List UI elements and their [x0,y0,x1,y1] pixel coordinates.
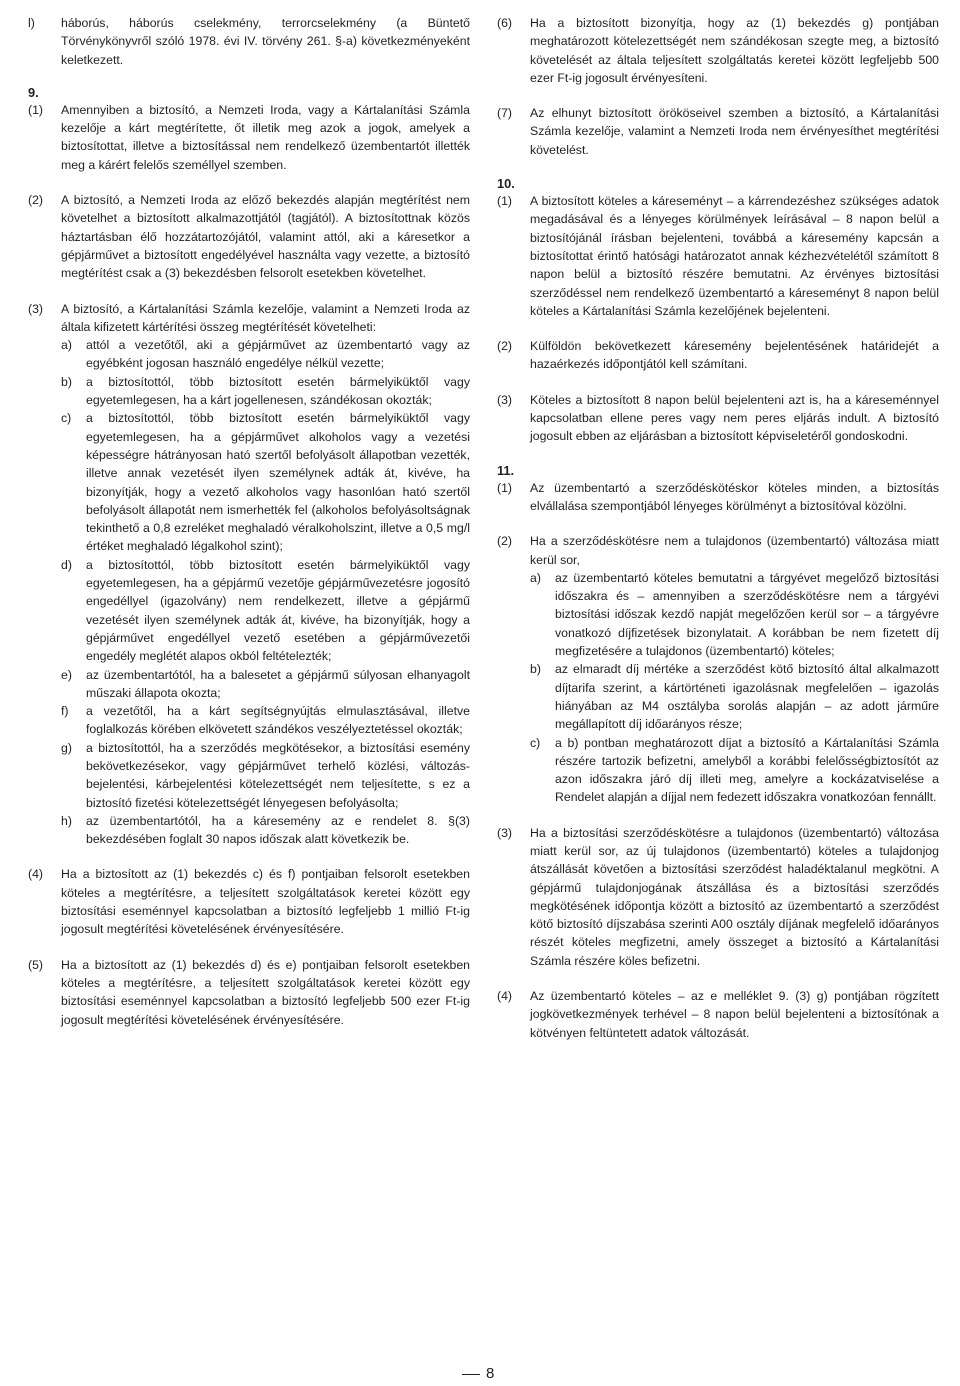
list-item-label: e) [61,667,72,682]
list-item-label: b) [530,662,541,677]
list-item [61,409,470,555]
list-item [61,812,470,849]
section-9-heading: 9. [28,84,39,100]
list-item [61,666,470,703]
paragraph-9-6 [497,14,939,87]
item-text: háborús, háborús cselekmény, terrorcselekmény (a Büntető Törvénykönyvről szóló 1978. évi IV. törvény 261. §-a) következményeként keletkezett. [61,16,470,67]
left-column [28,14,470,1046]
paragraph-11-1 [497,479,939,516]
list-item-text: a biztosítottól, több biztosított esetén bármelyiküktől vagy egyetemlegesen, ha a gépjármű vezetője gépjárművezetésre jogosító engedéllyel (igazolvány) nem rendelkezett, illetve a gépjármű vezetését ilyen személynek adták át, kivéve, ha bizonyítják, hogy a gépjárművet engedéllyel vezető esetében a gépjárművezetői engedély meglétét alapos okból feltételezték; [86,557,470,664]
paragraph-number: (5) [28,957,44,972]
paragraph-9-5 [28,956,470,1029]
list-item-label: h) [61,813,72,828]
list-item-label: c) [61,411,72,426]
paragraph-body [61,300,470,849]
item-label: l) [28,16,35,30]
paragraph-text: A biztosító, a Nemzeti Iroda az előző bekezdés alapján megtérítést nem követelhet a biztosított alkalmazottjától (tagjától). A biztosítottnak közös háztartásban élő hozzátartozójától, valamint attól, aki a káresetkor a gépjárművet a biztosított engedélyével használta vagy vezette, a biztosító megtérítést csak a (3) bekezdésben felsorolt esetekben követelhet. [61,193,470,281]
list-item [530,569,939,660]
paragraph-9-3 [28,300,470,849]
paragraph-9-2 [28,191,470,282]
list-item-text: a vezetőtől, ha a kárt segítségnyújtás elmulasztásával, illetve foglalkozás körében elkövetett szándékos veszélyeztetéssel okozták; [86,704,470,737]
list-item-label: c) [530,735,541,750]
paragraph-11-4 [497,987,939,1042]
item-l [28,14,470,69]
paragraph-text: Az üzembentartó a szerződéskötéskor köteles minden, a biztosítás elvállalása szempontjából lényeges körülményt a biztosítóval közölni. [530,480,939,513]
paragraph-number: (2) [497,534,513,549]
list-item-label: a) [61,338,72,353]
paragraph-number: (2) [497,339,513,354]
paragraph-number: (3) [28,301,44,316]
paragraph-text: A biztosító, a Kártalanítási Számla kezelője, valamint a Nemzeti Iroda az általa kifizetett kártérítési összeg megtérítését követelheti: [61,301,470,334]
list-item [61,739,470,812]
list-item-text: az üzembentartó köteles bemutatni a tárgyévet megelőző biztosítási időszakra és – amennyiben a szerződéskötésre nem a tárgyévi biztosítási időszak kezdő napját megelőzően kerül sor – a tárgyévre vonatkozó díjfizetések bizonylatait. A korábban be nem fizetett díj megfizetésére a tulajdonos (üzembentartó) köteles; [555,570,939,659]
page-footer [462,1365,494,1382]
list-item [61,556,470,666]
list-item-text: a b) pontban meghatározott díjat a biztosító a Kártalanítási Számla részére tartozik befizetni, amelyből a korábbi felelősségbiztosítót az azon időszakra járó díj illeti meg, amelyre a kockázatviselése a Rendelet alapján a díjjal nem fedezett időszakra vonatkozóan fennállt. [555,735,939,805]
paragraph-text: Amennyiben a biztosító, a Nemzeti Iroda, vagy a Kártalanítási Számla kezelője a kárt megtérítette, őt illetik meg azok a jogok, amelyek a biztosítottat, illetve a biztosítással nem rendelkező üzembentartót illették meg a kárért felelős személlyel szemben. [61,102,470,172]
paragraph-number: (1) [497,194,513,209]
paragraph-10-2 [497,337,939,374]
paragraph-10-1 [497,192,939,320]
paragraph-number: (2) [28,193,44,208]
paragraph-number: (1) [497,480,513,495]
list-item-label: a) [530,570,541,585]
paragraph-9-4 [28,865,470,938]
section-10-heading: 10. [497,176,515,192]
list-item-text: attól a vezetőtől, aki a gépjárművet az üzembentartó vagy az egyébként jogosan használó engedélye nélkül vezette; [86,338,470,371]
paragraph-text: Külföldön bekövetkezett káresemény bejelentésének határidejét a hazaérkezés időpontjától kell számítani. [530,339,939,372]
list-item [61,373,470,410]
paragraph-body [530,532,939,806]
paragraph-number: (1) [28,102,44,117]
footer-dash [462,1374,480,1375]
paragraph-text: Az üzembentartó köteles – az e melléklet 9. (3) g) pontjában rögzített jogkövetkezmények terhével – 8 napon belül bejelenteni a biztosítónak a kötvényen feltüntetett adatok változását. [530,989,939,1040]
list-item-text: az üzembentartótól, ha a káresemény az e rendelet 8. §(3) bekezdésében foglalt 30 napos időszak alatt következik be. [86,813,470,847]
paragraph-number: (6) [497,16,513,30]
list-item-label: g) [61,740,72,755]
paragraph-number: (4) [28,867,44,882]
paragraph-9-1 [28,101,470,174]
section-11-heading: 11. [497,462,515,478]
paragraph-text: Ha a biztosított bizonyítja, hogy az (1) bekezdés g) pontjában meghatározott kötelezettségét nem szándékosan szegte meg, a biztosító követelését az általa teljesített szolgáltatás keretei között legfeljebb 500 ezer Ft-ig jogosult érvényesíteni. [530,16,939,85]
list-item-text: a biztosítottól, ha a szerződés megkötésekor, a biztosítási esemény bekövetkezésekor, vagy gépjárművet terhelő közlési, változás-bejelentési, kárbejelentési kötelezettségét nem teljesítette, s ez a biztosító fizetési kötelezettségét lényegesen befolyásolta; [86,740,470,810]
list-item-label: b) [61,374,72,389]
paragraph-number: (7) [497,106,513,121]
paragraph-number: (3) [497,392,513,407]
paragraph-9-7 [497,104,939,159]
list-item [530,734,939,807]
paragraph-text: Köteles a biztosított 8 napon belül bejelenteni azt is, ha a káreseménnyel kapcsolatban ellene peres vagy nem peres eljárás indult. A biztosító jogosult ebben az eljárásban a biztosított képviseletéről gondoskodni. [530,392,939,444]
list-item [61,336,470,373]
paragraph-11-2 [497,532,939,806]
paragraph-text: Ha a szerződéskötésre nem a tulajdonos (üzembentartó) változása miatt kerül sor, [530,534,939,567]
paragraph-10-3 [497,391,939,446]
paragraph-text: Ha a biztosítási szerződéskötésre a tulajdonos (üzembentartó) változása miatt kerül sor, az új tulajdonos (üzembentartó) köteles a tulajdonjog átszállását követően a biztosítási szerződést haladéktalanul megkötni. A gépjármű tulajdonjogának átszállása és a biztosítási szerződés megkötésének időpontja között a biztosító az üzembentartó a szerződést kötő biztosító díjszabása szerinti A00 osztály díjának megfelelő időarányos részét köteles megfizetni, amely összeget a biztosító a Kártalanítási Számla részére köles befizetni. [530,825,939,968]
list-item-text: a biztosítottól, több biztosított esetén bármelyiküktől vagy egyetemlegesen, ha a kárt jogellenesen, szándékosan okozták; [86,374,470,408]
list-item-label: f) [61,704,69,719]
paragraph-text: A biztosított köteles a káreseményt – a kárrendezéshez szükséges adatok megadásával és a lényeges körülmények leírásával – 8 napon belül a biztosítójánál írásban bejelenteni, továbbá a káresemény kapcsán a biztosítottat érintő hatósági határozatot annak kézhezvételétől számított 8 napon belül a biztosító részére bemutatni. Az érvényes biztosítási szerződéssel nem rendelkező üzembentartó a káreseményt 8 napon belül köteles a Kártalanítási Számla kezelőjének bejelenteni. [530,194,939,318]
list-item [61,702,470,739]
paragraph-text: Ha a biztosított az (1) bekezdés d) és e) pontjaiban felsorolt esetekben köteles a megtérítésre, a teljesített szolgáltatások keretei között egy biztosítási eseménnyel kapcsolatban a biztosító legfeljebb 500 ezer Ft-ig jogosult megtérítési követelésének érvényesítésére. [61,957,470,1027]
list-item-text: az elmaradt díj mértéke a szerződést kötő biztosító által alkalmazott díjtarifa szerint, a kártörténeti igazolásnak megfelelően – igazolás hiányában az M4 osztályba sorolás alapján – az adott járműre megállapított díj időarányos része; [555,662,939,732]
right-column [497,14,939,1059]
paragraph-text: Az elhunyt biztosított örököseivel szemben a biztosító, a Kártalanítási Számla kezelője, valamint a Nemzeti Iroda nem érvényesíthet megtérítési követelést. [530,106,939,157]
paragraph-11-3 [497,824,939,970]
list-item [530,660,939,733]
list-item-text: a biztosítottól, több biztosított esetén bármelyiküktől vagy egyetemlegesen, ha a gépjárművet alkoholos vagy a vezetési képességre hátrányosan ható szertől befolyásolt állapotban vezették, illetve annak vezetését ilyen személynek adták át, kivéve, ha bizonyítják, hogy a vezető alkoholos vagy hasonlóan ható szertől befolyásolt állapotát nem ismerhették fel (alkoholos befolyásoltságnak tekinthető a 0,8 ezreléket meghaladó véralkoholszint, illetve a 0,5 mg/l értéket meghaladó légalkohol szint); [86,411,470,554]
list-item-label: d) [61,557,72,572]
list-item-text: az üzembentartótól, ha a balesetet a gépjármű súlyosan elhanyagolt műszaki állapota okozta; [86,667,470,700]
page-number: 8 [486,1365,495,1382]
paragraph-text: Ha a biztosított az (1) bekezdés c) és f) pontjaiban felsorolt esetekben köteles a megtérítésre, a teljesített szolgáltatások keretei között egy biztosítási eseménnyel kapcsolatban a biztosító legfeljebb 1 millió Ft-ig jogosult megtérítési követelésének érvényesítésére. [61,867,470,937]
paragraph-number: (4) [497,989,513,1004]
paragraph-number: (3) [497,825,513,840]
